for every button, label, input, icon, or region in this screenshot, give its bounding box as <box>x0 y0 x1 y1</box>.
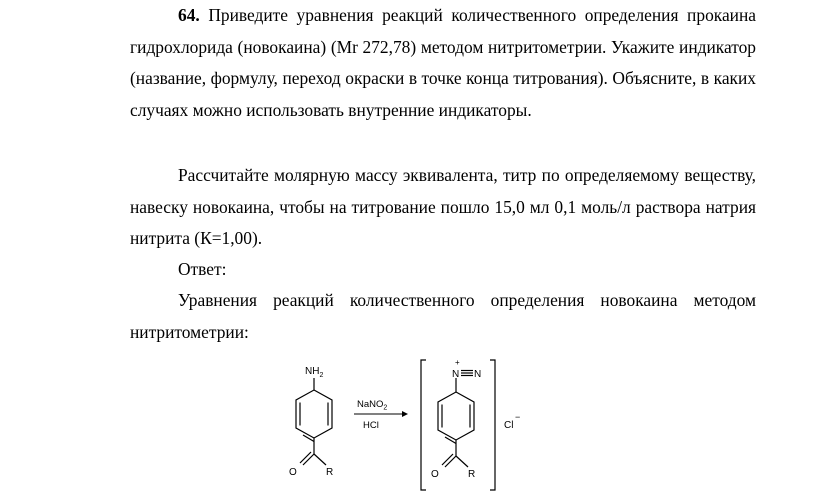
product-left-bracket <box>421 360 426 490</box>
product-inner-bond-3 <box>445 437 456 444</box>
product-plus-label: + <box>455 358 460 367</box>
answer-text <box>130 285 756 348</box>
product-cr-bond <box>456 456 468 467</box>
reagent-bottom-label: HCl <box>363 420 379 431</box>
reaction-arrow-head <box>402 411 408 417</box>
problem-number: 64. <box>178 5 200 25</box>
reactant-cr-bond <box>314 454 326 465</box>
reactant-oxygen-label: O <box>289 467 297 478</box>
product-co-bond-1 <box>445 456 456 467</box>
reactant-inner-bond-3 <box>303 435 314 442</box>
calculation-task <box>130 160 756 255</box>
reactant-co-bond-1 <box>303 454 314 465</box>
reactant-co-bond-2 <box>300 452 311 463</box>
product-molecule <box>438 371 474 468</box>
answer-text-content: Уравнения реакций количественного определения новокаина методом нитритометрии: <box>130 290 756 342</box>
counter-ion-label: Cl <box>504 420 514 431</box>
reagent-top-label: NaNO$_2$ <box>357 399 388 412</box>
product-n1-label: N <box>452 369 460 380</box>
calculation-task-text: Рассчитайте молярную массу эквивалента, титр по определяемому веществу, навеску новокаина, чтобы на титрование пошло 15,0 мл 0,1 моль/л раствора натрия нитрита (К=1,00). <box>130 165 756 248</box>
reactant-amine-label: $NH_2$ <box>305 366 324 379</box>
counter-ion-charge: − <box>515 412 521 422</box>
product-r-label: R <box>468 469 476 480</box>
problem-text: Приведите уравнения реакций количественного определения прокаина гидрохлорида (новокаина) (Mr 272,78) методом нитритометрии. Укажите индикатор (название, формулу, переход окраски в точке конца титрования). Объясните, в каких случаях можно использовать внутренние индикаторы. <box>130 5 756 120</box>
reactant-benzene-ring <box>296 390 332 438</box>
product-right-bracket <box>490 360 495 490</box>
reactant-molecule <box>296 378 332 465</box>
reaction-scheme <box>260 356 540 492</box>
product-benzene-ring <box>438 392 474 440</box>
answer-label-text: Ответ: <box>178 259 227 279</box>
product-oxygen-label: O <box>431 469 439 480</box>
answer-label <box>130 254 756 286</box>
problem-statement <box>130 0 756 126</box>
product-co-bond-2 <box>442 454 453 465</box>
reactant-r-label: R <box>326 467 334 478</box>
product-n2-label: N <box>474 369 482 380</box>
